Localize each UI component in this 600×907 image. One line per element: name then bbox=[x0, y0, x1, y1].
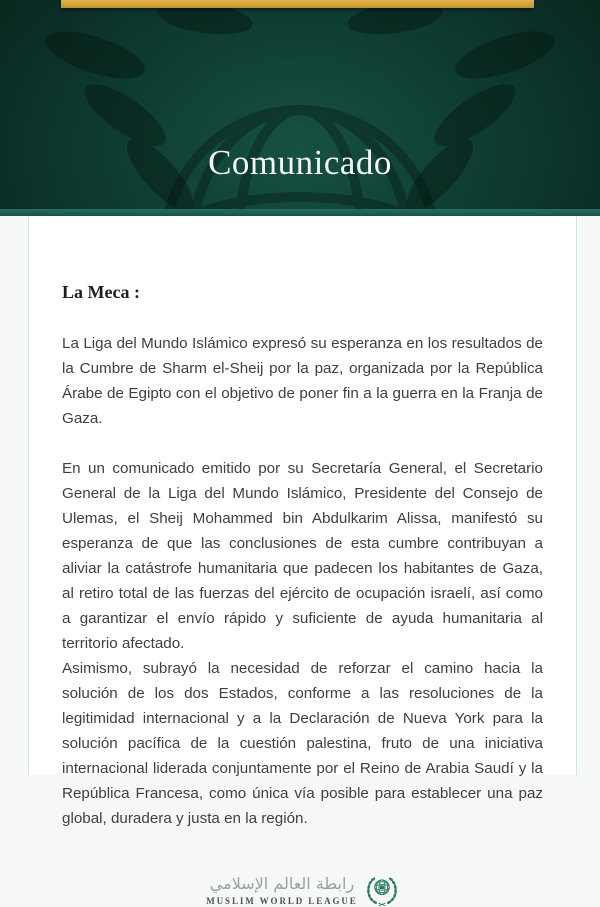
logo-arabic-name: رابطة العالم الإسلامي bbox=[209, 874, 355, 893]
logo-english-name: MUSLIM WORLD LEAGUE bbox=[206, 896, 358, 906]
teal-divider bbox=[0, 209, 600, 216]
paragraph-3: Asimismo, subrayó la necesidad de reforzar el camino hacia la solución de los dos Estados, conforme a las resoluciones de la legitimidad internacional y a la Declaración de Nueva York para la solución pacífica de la cuestión palestina, fruto de una iniciativa internacional liderada conjuntamente por el Reino de Arabia Saudí y la República Francesa, como única vía posible para establecer una paz global, duradera y justa en la región. bbox=[62, 660, 543, 827]
organization-logo bbox=[62, 873, 543, 907]
paragraph-2: En un comunicado emitido por su Secretaría General, el Secretario General de la Liga del Mundo Islámico, Presidente del Consejo de Ulemas, el Sheij Mohammed bin Abdulkarim Alissa, manifestó su esperanza de que las conclusiones de esta cumbre contribuyan a aliviar la catástrofe humanitaria que padecen los habitantes de Gaza, al retiro total de las fuerzas del ejército de ocupación israelí, así como a garantizar el envío rápido y suficiente de ayuda humanitaria al territorio afectado. bbox=[62, 460, 543, 652]
paragraph-1: La Liga del Mundo Islámico expresó su esperanza en los resultados de la Cumbre de Sharm el-Sheij por la paz, organizada por la República Árabe de Egipto con el objetivo de poner fin a la guerra en la Franja de Gaza. bbox=[62, 335, 543, 427]
page-title: Comunicado bbox=[208, 143, 392, 182]
mwl-emblem-icon bbox=[365, 873, 399, 907]
dateline-heading: La Meca : bbox=[62, 282, 140, 302]
content-area bbox=[0, 216, 600, 906]
document-card bbox=[28, 216, 577, 906]
logo-wordmark bbox=[206, 874, 357, 906]
gold-accent-bar bbox=[61, 0, 534, 8]
header-banner bbox=[0, 0, 600, 209]
